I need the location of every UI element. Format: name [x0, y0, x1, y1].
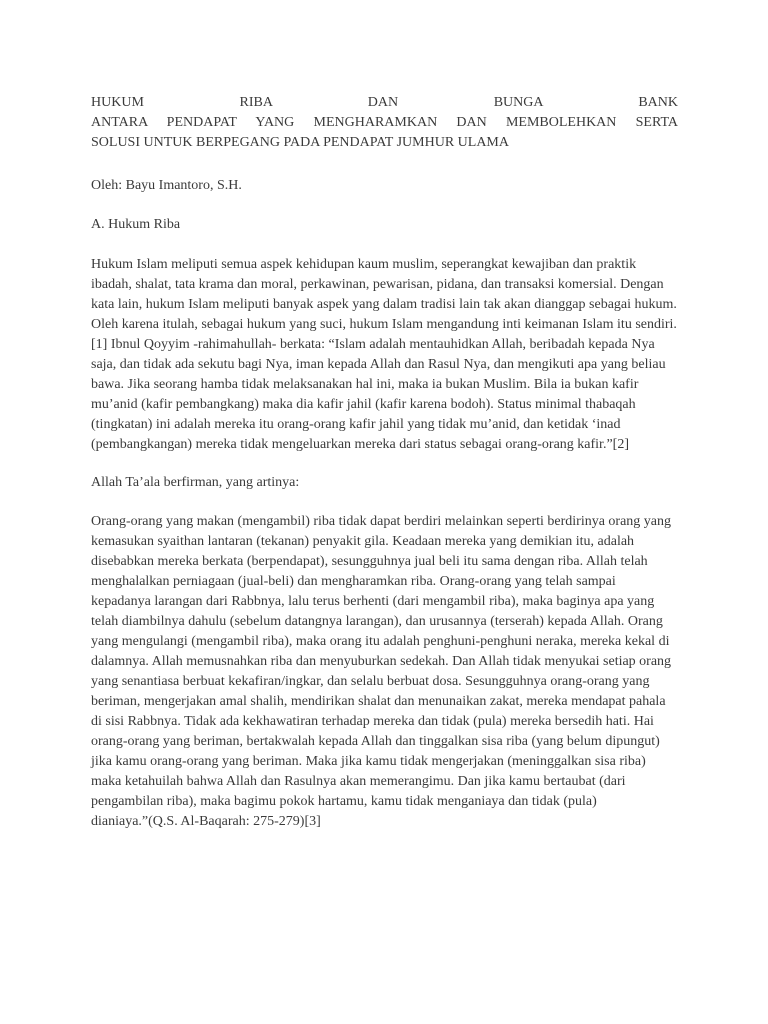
- paragraph-3: Orang-orang yang makan (mengambil) riba tidak dapat berdiri melainkan seperti berdirinya orang yang kemasukan syaithan lantaran (tekanan) penyakit gila. Keadaan mereka yang demikian itu, adalah disebabkan mereka berkata (berpendapat), sesungguhnya jual beli itu sama dengan riba. Allah telah menghalalkan perniagaan (jual-beli) dan mengharamkan riba. Orang-orang yang telah sampai kepadanya larangan dari Rabbnya, lalu terus berhenti (dari mengambil riba), maka baginya apa yang telah diambilnya dahulu (sebelum datangnya larangan), dan urusannya (terserah) kepada Allah. Orang yang mengulangi (mengambil riba), maka orang itu adalah penghuni-penghuni neraka, mereka kekal di dalamnya. Allah memusnahkan riba dan menyuburkan sedekah. Dan Allah tidak menyukai setiap orang yang senantiasa berbuat kekafiran/ingkar, dan selalu berbuat dosa. Sesungguhnya orang-orang yang beriman, mengerjakan amal shalih, mendirikan shalat dan menunaikan zakat, mereka mendapat pahala di sisi Rabbnya. Tidak ada kekhawatiran terhadap mereka dan tidak (pula) mereka bersedih hati. Hai orang-orang yang beriman, bertakwalah kepada Allah dan tinggalkan sisa riba (yang belum dipungut) jika kamu orang-orang yang beriman. Maka jika kamu tidak mengerjakan (meninggalkan sisa riba) maka ketahuilah bahwa Allah dan Rasulnya akan memerangimu. Dan jika kamu bertaubat (dari pengambilan riba), maka bagimu pokok hartamu, kamu tidak menganiaya dan tidak (pula) dianiaya.”(Q.S. Al-Baqarah: 275-279)[3]: [91, 514, 672, 829]
- paragraph-2: Allah Ta’ala berfirman, yang artinya:: [91, 475, 300, 490]
- paragraph-1: Hukum Islam meliputi semua aspek kehidupan kaum muslim, seperangkat kewajiban dan praktik ibadah, shalat, tata krama dan moral, perkawinan, pewarisan, pidana, dan transaksi komersial. Dengan kata lain, hukum Islam meliputi banyak aspek yang dalam tradisi lain tak akan dianggap sebagai hukum. Oleh karena itulah, sebagai hukum yang suci, hukum Islam mengandung inti keimanan Islam itu sendiri.[1] Ibnul Qoyyim -rahimahullah- berkata: “Islam adalah mentauhidkan Allah, beribadah kepada Nya saja, dan tidak ada sekutu bagi Nya, iman kepada Allah dan Rasul Nya, dan mengikuti apa yang beliau bawa. Jika seorang hamba tidak melaksanakan hal ini, maka ia bukan Muslim. Bila ia bukan kafir mu’anid (kafir pembangkang) maka dia kafir jahil (kafir karena bodoh). Status minimal thabaqah (tingkatan) ini adalah mereka itu orang-orang kafir jahil yang tidak mu’anid, dan ketidak ‘inad (pembangkangan) mereka tidak mengeluarkan mereka dari status sebagai orang-orang kafir.”[2]: [91, 257, 677, 452]
- author-line: Oleh: Bayu Imantoro, S.H.: [91, 178, 242, 193]
- document-page: [91, 93, 678, 832]
- section-heading: A. Hukum Riba: [91, 217, 181, 232]
- document-title: [91, 93, 678, 153]
- title-line-2: ANTARA PENDAPAT YANG MENGHARAMKAN DAN MEMBOLEHKAN SERTA: [91, 115, 678, 130]
- title-line-3: SOLUSI UNTUK BERPEGANG PADA PENDAPAT JUMHUR ULAMA: [91, 135, 509, 150]
- title-line-1: HUKUM RIBA DAN BUNGA BANK: [91, 95, 678, 110]
